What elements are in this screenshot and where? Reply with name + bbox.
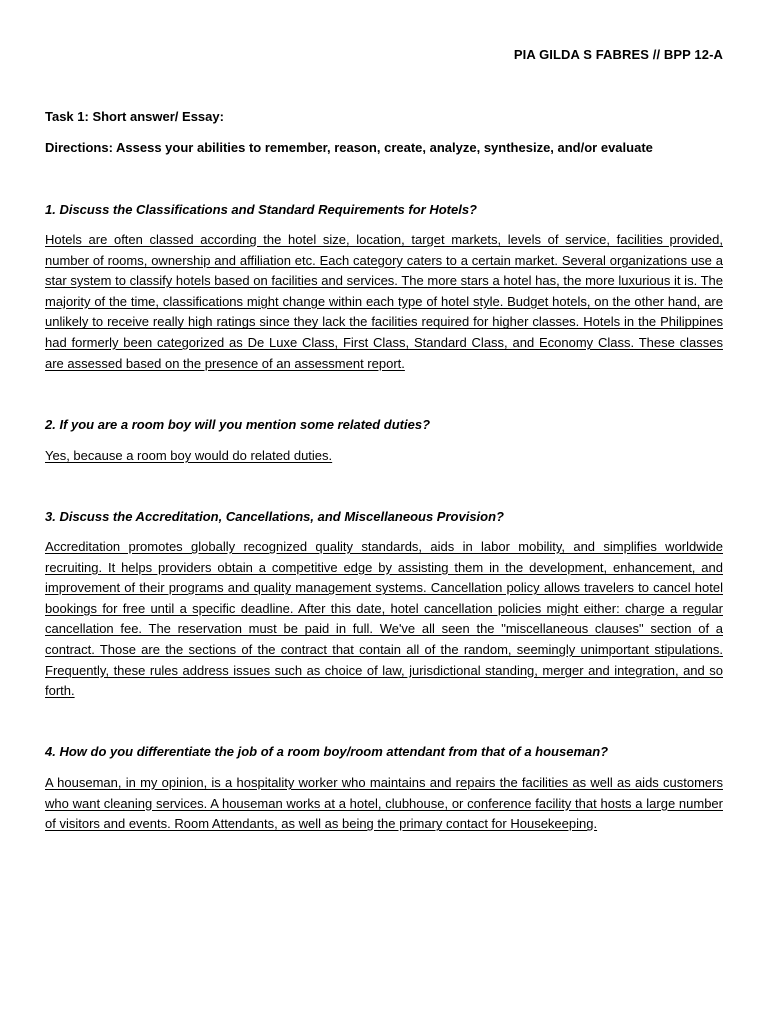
question-1: 1. Discuss the Classifications and Standard Requirements for Hotels?: [45, 202, 477, 217]
task-title: Task 1: Short answer/ Essay:: [45, 109, 224, 124]
author-header: PIA GILDA S FABRES // BPP 12-A: [513, 47, 723, 62]
answer-3: [45, 537, 723, 702]
question-4: 4. How do you differentiate the job of a room boy/room attendant from that of a houseman?: [45, 744, 609, 759]
task-directions: Directions: Assess your abilities to remember, reason, create, analyze, synthesize, and/or evaluate: [45, 140, 653, 155]
answer-2-text: Yes, because a room boy would do related duties.: [45, 448, 333, 463]
answer-4-text: A houseman, in my opinion, is a hospitality worker who maintains and repairs the facilities as well as aids customers who want cleaning services. A houseman works at a hotel, clubhouse, or conference facility that hosts a large number of visitors and events. Room Attendants, as well as being the primary contact for Housekeeping.: [45, 775, 723, 832]
question-2: 2. If you are a room boy will you mention some related duties?: [45, 417, 431, 432]
answer-2: [45, 446, 723, 467]
answer-4: [45, 773, 723, 835]
answer-1-text: Hotels are often classed according the hotel size, location, target markets, levels of service, facilities provided, number of rooms, ownership and affiliation etc. Each category caters to a certain market. Several organizations use a star system to classify hotels based on facilities and services. The more stars a hotel has, the more luxurious it is. The majority of the time, classifications might change within each type of hotel style. Budget hotels, on the other hand, are unlikely to receive really high ratings since they lack the facilities required for higher classes. Hotels in the Philippines had formerly been categorized as De Luxe Class, First Class, Standard Class, and Economy Class. These classes are assessed based on the presence of an assessment report.: [45, 232, 723, 371]
question-3: 3. Discuss the Accreditation, Cancellations, and Miscellaneous Provision?: [45, 509, 504, 524]
answer-3-text: Accreditation promotes globally recognized quality standards, aids in labor mobility, and simplifies worldwide recruiting. It helps providers obtain a competitive edge by assisting them in the development, enhancement, and improvement of their programs and quality management systems. Cancellation policy allows travelers to cancel hotel bookings for free until a specific deadline. After this date, hotel cancellation policies might either: charge a regular cancellation fee. The reservation must be paid in full. We've all seen the "miscellaneous clauses" section of a contract. Those are the sections of the contract that contain all of the random, seemingly unimportant stipulations. Frequently, these rules address issues such as choice of law, jurisdictional standing, merger and integration, and so forth.: [45, 539, 723, 699]
answer-1: [45, 230, 723, 374]
